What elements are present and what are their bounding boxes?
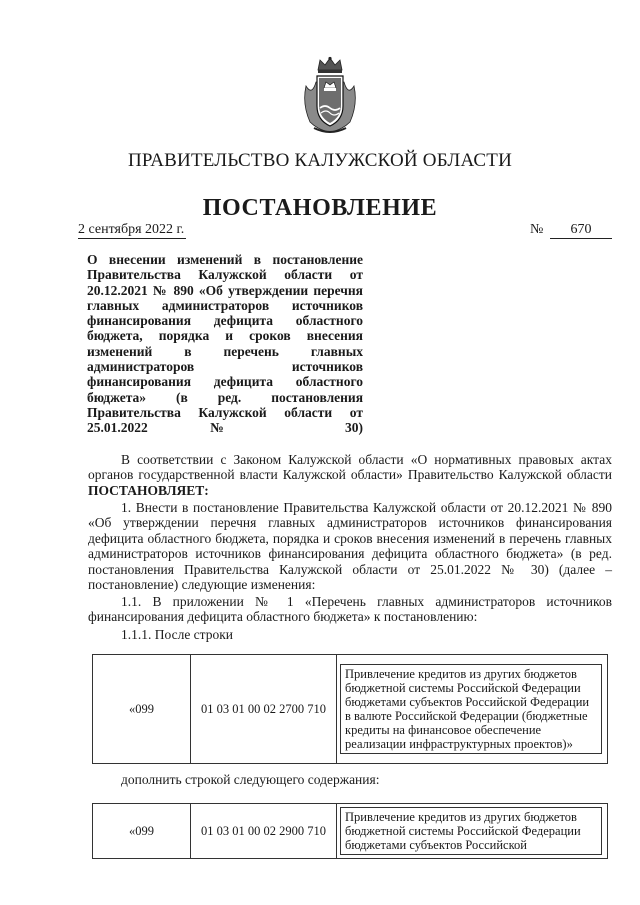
decree-word: ПОСТАНОВЛЯЕТ: [88,482,209,498]
document-number: 670 [550,221,612,239]
admin-code-cell: «099 [93,804,191,859]
preamble-text: В соответствии с Законом Калужской области «О нормативных правовых актах органов государственной власти Калужской области» Правительство Калужской области [88,452,612,483]
document-date: 2 сентября 2022 г. [78,222,185,237]
source-code-cell: 01 03 01 00 02 2700 710 [191,655,337,764]
number-label: № [530,222,544,237]
table-row [93,804,608,859]
item-1-1-1-paragraph: 1.1.1. После строки [121,627,234,642]
new-row-table [92,803,608,859]
document-subject: О внесении изменений в постановление Правительства Калужской области от 20.12.2021 № 890 «Об утверждении перечня главных администраторов источников финансирования дефицита областного бюджета, порядка и сроков внесения изменений в перечень главных администраторов источников финансирования дефицита областного бюджета» (в ред. постановления Правительства Калужской области от 25.01.2022 № 30) [87,252,363,436]
source-name-text: Привлечение кредитов из других бюджетов бюджетной системы Российской Федерации бюджетами субъектов Российской Федерации в валюте Российской Федерации (бюджетные кредиты на финансовое обеспечение реализации инфраструктурных проектов)» [340,664,602,754]
table-row [93,655,608,764]
add-line-paragraph: дополнить строкой следующего содержания: [121,772,380,787]
coat-of-arms-icon [300,56,360,136]
item-1-paragraph: 1. Внести в постановление Правительства Калужской области от 20.12.2021 № 890 «Об утверждении перечня главных администраторов источников финансирования дефицита областного бюджета, порядка и сроков внесения изменений в перечень главных администраторов источников финансирования дефицита областного бюджета» (в ред. постановления Правительства Калужской области от 25.01.2022 № 30) (далее – постановление) следующие изменения: [88,500,612,593]
source-name-cell [337,655,608,764]
admin-code-cell: «099 [93,655,191,764]
government-name: ПРАВИТЕЛЬСТВО КАЛУЖСКОЙ ОБЛАСТИ [127,150,513,171]
item-1-1-paragraph: 1.1. В приложении № 1 «Перечень главных администраторов источников финансирования дефицита областного бюджета» к постановлению: [88,594,612,625]
source-name-text: Привлечение кредитов из других бюджетов бюджетной системы Российской Федерации бюджетами субъектов Российской [340,807,602,855]
preamble-paragraph [88,452,612,498]
existing-row-table [92,654,608,764]
source-name-cell [337,804,608,859]
document-type-title: ПОСТАНОВЛЕНИЕ [202,195,438,221]
source-code-cell: 01 03 01 00 02 2900 710 [191,804,337,859]
